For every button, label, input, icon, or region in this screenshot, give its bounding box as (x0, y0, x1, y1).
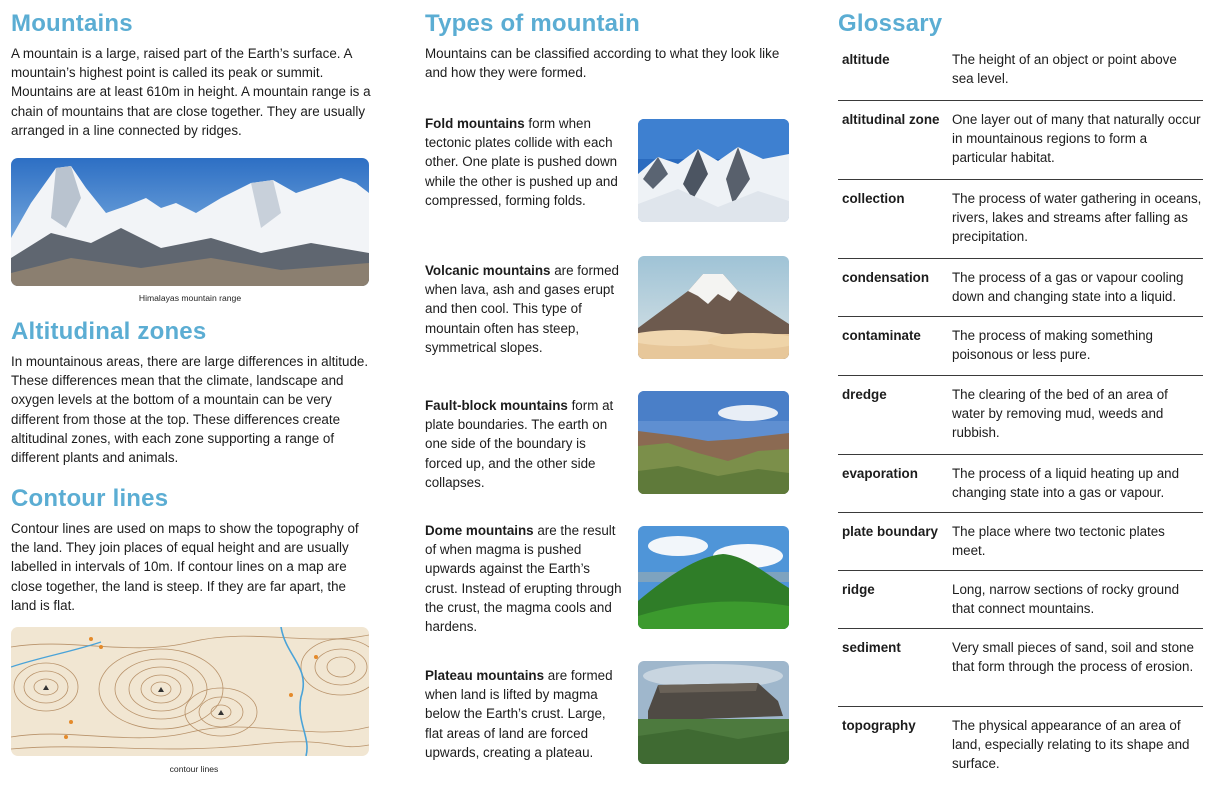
glossary-definition: The process of making something poisonous or less pure. (952, 328, 1153, 363)
types-heading: Types of mountain (425, 10, 640, 37)
glossary-definition: The physical appearance of an area of land, especially relating to its shape and surface. (952, 718, 1190, 772)
glossary-entry (838, 41, 1203, 101)
glossary-term: collection (842, 191, 905, 206)
glossary-entry (838, 376, 1203, 455)
glossary-term: condensation (842, 270, 930, 285)
type-fold (425, 114, 790, 218)
fault-block-mountain-photo (638, 391, 789, 494)
himalayas-photo (11, 158, 369, 286)
glossary-definition: The height of an object or point above sea level. (952, 52, 1177, 87)
glossary-entry (838, 259, 1203, 317)
type-text: form at plate boundaries. The earth on one side of the boundary is forced up, and the other side collapses. (425, 398, 614, 490)
type-plateau (425, 666, 790, 770)
glossary-definition: One layer out of many that naturally occur in mountainous regions to form a particular habitat. (952, 112, 1201, 166)
mountains-heading: Mountains (11, 10, 133, 37)
glossary-entry (838, 317, 1203, 376)
glossary-term: dredge (842, 387, 887, 402)
type-text: are formed when land is lifted by magma below the Earth’s crust. Large, flat areas of land are forced upwards, creating a plateau. (425, 668, 613, 760)
types-intro: Mountains can be classified according to what they look like and how they were formed. (425, 46, 780, 81)
type-volcanic (425, 261, 790, 365)
glossary-term: contaminate (842, 328, 921, 343)
type-description (425, 261, 625, 357)
glossary-definition: The place where two tectonic plates meet. (952, 524, 1165, 559)
altitudinal-zones-heading: Altitudinal zones (11, 318, 207, 345)
contour-lines-paragraph: Contour lines are used on maps to show the topography of the land. They join places of equal height and are usually labelled in intervals of 10m. If contour lines on a map are close together, the land is steep. If they are far apart, the land is flat. (11, 521, 359, 613)
glossary-definition: The process of a liquid heating up and changing state into a gas or vapour. (952, 466, 1180, 501)
glossary-entry (838, 455, 1203, 513)
glossary-term: altitudinal zone (842, 112, 940, 127)
contour-map-image (11, 627, 369, 756)
glossary-entry (838, 180, 1203, 259)
plateau-mountain-photo (638, 661, 789, 764)
glossary-entry (838, 571, 1203, 629)
glossary-definition: Very small pieces of sand, soil and stone that form through the process of erosion. (952, 640, 1194, 675)
type-text: are formed when lava, ash and gases erupt and then cool. This type of mountain often has steep, symmetrical slopes. (425, 263, 619, 355)
type-name: Volcanic mountains (425, 263, 551, 278)
himalayas-caption: Himalayas mountain range (138, 293, 242, 303)
glossary-term: plate boundary (842, 524, 938, 539)
glossary-term: altitude (842, 52, 890, 67)
altitudinal-zones-paragraph: In mountainous areas, there are large differences in altitude. These differences mean that the climate, landscape and oxygen levels at the bottom of a mountain can be very different from those at the top. These differences create altitudinal zones, with each zone supporting a range of different plants and animals. (11, 354, 369, 466)
type-text: are the result of when magma is pushed upwards against the Earth’s crust. Instead of erupting through the crust, the magma cools and hardens. (425, 523, 622, 635)
glossary-term: ridge (842, 582, 875, 597)
dome-mountain-photo (638, 526, 789, 629)
contour-caption: contour lines (169, 764, 219, 774)
volcanic-mountain-photo (638, 256, 789, 359)
type-dome (425, 521, 790, 635)
type-name: Fault-block mountains (425, 398, 568, 413)
glossary-term: sediment (842, 640, 901, 655)
glossary-heading: Glossary (838, 10, 943, 37)
glossary-entry (838, 707, 1203, 785)
type-description (425, 114, 625, 210)
type-name: Plateau mountains (425, 668, 545, 683)
glossary-entry (838, 513, 1203, 571)
glossary-definition: Long, narrow sections of rocky ground that connect mountains. (952, 582, 1180, 617)
type-description (425, 666, 625, 762)
glossary-entry (838, 101, 1203, 180)
type-name: Dome mountains (425, 523, 534, 538)
type-text: form when tectonic plates collide with each other. One plate is pushed down while the other is pushed up and compressed, forming folds. (425, 116, 618, 208)
type-fault-block (425, 396, 790, 500)
contour-lines-heading: Contour lines (11, 485, 169, 512)
type-description (425, 521, 625, 636)
glossary-entry (838, 629, 1203, 707)
glossary-term: topography (842, 718, 916, 733)
fold-mountains-photo (638, 119, 789, 222)
glossary-term: evaporation (842, 466, 918, 481)
glossary-definition: The process of water gathering in oceans, rivers, lakes and streams after falling as precipitation. (952, 191, 1202, 245)
mountains-paragraph: A mountain is a large, raised part of the Earth’s surface. A mountain’s highest point is called its peak or summit. Mountains are at least 610m in height. A mountain range is a chain of mountains that are close together. They are usually arranged in a line connected by ridges. (11, 46, 371, 138)
glossary-definition: The clearing of the bed of an area of water by removing mud, weeds and rubbish. (952, 387, 1168, 441)
type-description (425, 396, 625, 492)
type-name: Fold mountains (425, 116, 525, 131)
glossary-definition: The process of a gas or vapour cooling down and changing state into a liquid. (952, 270, 1184, 305)
